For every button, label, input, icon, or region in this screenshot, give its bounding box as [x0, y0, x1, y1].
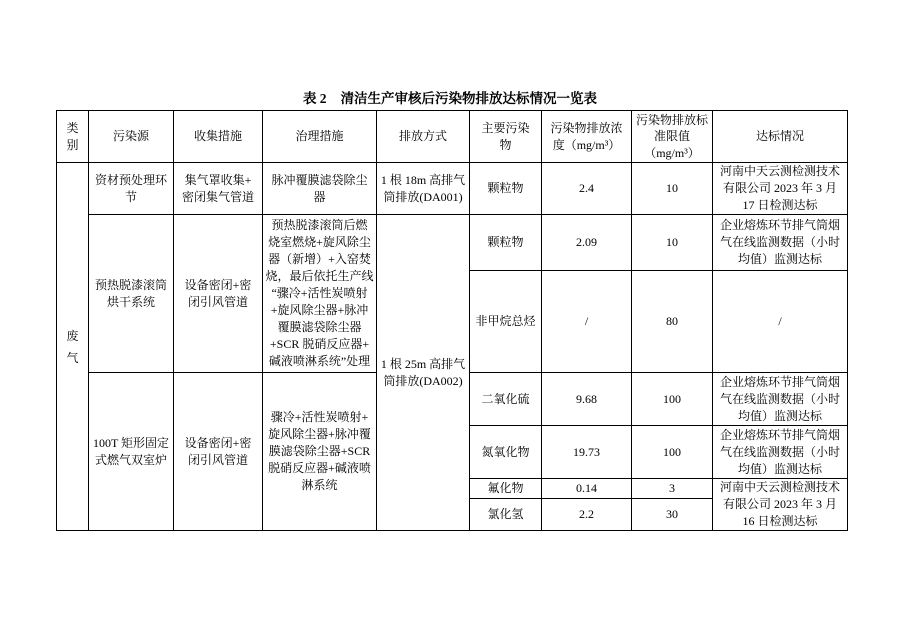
limit-cell: 100: [632, 426, 713, 479]
discharge-cell: 1 根 25m 高排气 筒排放(DA002): [377, 215, 470, 531]
limit-cell: 10: [632, 163, 713, 215]
limit-cell: 10: [632, 215, 713, 271]
header-discharge: 排放方式: [377, 111, 470, 163]
compliance-cell: 企业熔炼环节排气筒烟 气在线监测数据（小时 均值）监测达标: [713, 426, 848, 479]
collection-cell: 设备密闭+密 闭引风管道: [174, 215, 263, 373]
concentration-cell: 2.09: [542, 215, 632, 271]
table-caption: [0, 90, 900, 108]
source-cell: 资材预处理环 节: [89, 163, 174, 215]
emission-compliance-table: [56, 110, 848, 531]
table-row: [57, 163, 848, 215]
pollutant-cell: 氮氧化物: [470, 426, 542, 479]
collection-cell: 设备密闭+密 闭引风管道: [174, 373, 263, 531]
concentration-cell: /: [542, 271, 632, 373]
concentration-cell: 2.4: [542, 163, 632, 215]
compliance-cell: /: [713, 271, 848, 373]
header-limit: 污染物排放标 准限值 （mg/m³）: [632, 111, 713, 163]
header-category: 类 别: [57, 111, 89, 163]
header-source: 污染源: [89, 111, 174, 163]
compliance-cell: 企业熔炼环节排气筒烟 气在线监测数据（小时 均值）监测达标: [713, 215, 848, 271]
limit-cell: 80: [632, 271, 713, 373]
compliance-cell: 企业熔炼环节排气筒烟 气在线监测数据（小时 均值）监测达标: [713, 373, 848, 426]
header-concentration: 污染物排放浓 度（mg/m³）: [542, 111, 632, 163]
table-number: 表 2: [302, 91, 327, 106]
header-row: [57, 111, 848, 163]
pollutant-cell: 颗粒物: [470, 163, 542, 215]
compliance-cell: 河南中天云测检测技术 有限公司 2023 年 3 月 17 日检测达标: [713, 163, 848, 215]
table-row: [57, 215, 848, 271]
pollutant-cell: 氟化物: [470, 479, 542, 499]
pollutant-cell: 二氧化硫: [470, 373, 542, 426]
treatment-cell: 骤冷+活性炭喷射+ 旋风除尘器+脉冲覆 膜滤袋除尘器+SCR 脱硝反应器+碱液喷 淋系统: [263, 373, 377, 531]
treatment-cell: 脉冲覆膜滤袋除尘 器: [263, 163, 377, 215]
pollutant-cell: 颗粒物: [470, 215, 542, 271]
compliance-cell: 河南中天云测检测技术 有限公司 2023 年 3 月 16 日检测达标: [713, 479, 848, 531]
limit-cell: 3: [632, 479, 713, 499]
pollutant-cell: 非甲烷总烃: [470, 271, 542, 373]
header-treatment: 治理措施: [263, 111, 377, 163]
limit-cell: 30: [632, 499, 713, 531]
source-cell: 100T 矩形固定 式燃气双室炉: [89, 373, 174, 531]
table-title: 清洁生产审核后污染物排放达标情况一览表: [340, 91, 598, 106]
collection-cell: 集气罩收集+ 密闭集气管道: [174, 163, 263, 215]
concentration-cell: 9.68: [542, 373, 632, 426]
concentration-cell: 2.2: [542, 499, 632, 531]
source-cell: 预热脱漆滚筒 烘干系统: [89, 215, 174, 373]
limit-cell: 100: [632, 373, 713, 426]
header-collection: 收集措施: [174, 111, 263, 163]
concentration-cell: 0.14: [542, 479, 632, 499]
discharge-cell: 1 根 18m 高排气 筒排放(DA001): [377, 163, 470, 215]
pollutant-cell: 氯化氢: [470, 499, 542, 531]
concentration-cell: 19.73: [542, 426, 632, 479]
header-compliance: 达标情况: [713, 111, 848, 163]
header-pollutant: 主要污染 物: [470, 111, 542, 163]
treatment-cell: 预热脱漆滚筒后燃 烧室燃烧+旋风除尘 器（新增）+入窑焚 烧，最后依托生产线 “骤冷+活性炭喷射 +旋风除尘器+脉冲 覆膜滤袋除尘器 +SCR 脱硝反应器+ 碱液喷淋系统”处理: [263, 215, 377, 373]
category-cell: 废 气: [57, 163, 89, 531]
